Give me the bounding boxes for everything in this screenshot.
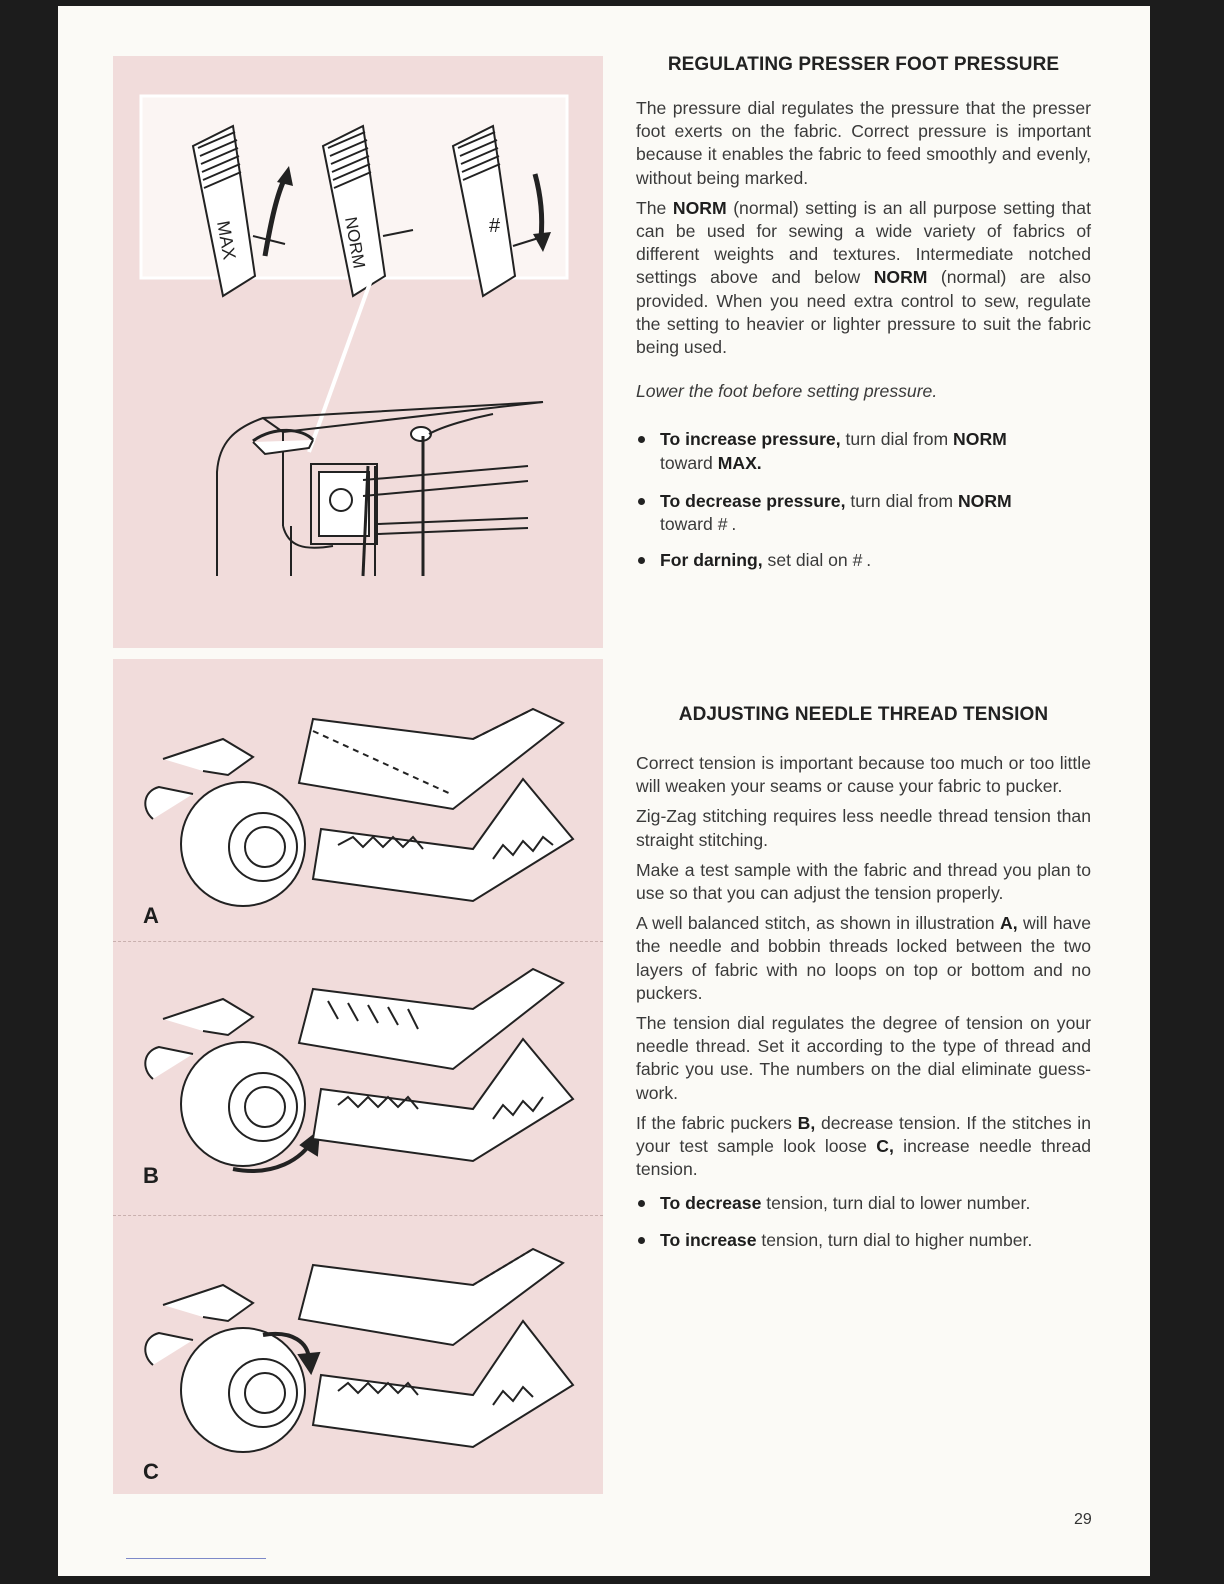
bullet-item: To increase pressure, turn dial from NORM toward MAX. — [636, 428, 1091, 474]
figure-label-b: B — [143, 1163, 159, 1188]
bullet-item: To decrease tension, turn dial to lower number. — [636, 1192, 1091, 1215]
section-heading: ADJUSTING NEEDLE THREAD TENSION — [678, 704, 1049, 725]
tension-illustration-b — [113, 959, 603, 1209]
dial-label-norm: NORM — [341, 215, 369, 270]
section-needle-tension — [636, 704, 1091, 1259]
tension-illustration-a — [113, 679, 603, 929]
darning-symbol-icon: # — [852, 550, 862, 571]
divider — [113, 1215, 603, 1216]
dial-label-max: MAX — [213, 219, 240, 262]
bullet-item: To increase tension, turn dial to higher number. — [636, 1229, 1091, 1252]
paragraph: If the fabric puckers B, decrease tension. If the stitches in your test sample look loose C, increase needle thread tension. — [636, 1112, 1092, 1180]
pressure-dial-illustration-panel — [113, 56, 603, 648]
figure-label-c: C — [143, 1459, 159, 1484]
paragraph: Correct tension is important because too much or too little will weaken your seams or cause your fabric to pucker. — [636, 753, 1091, 797]
machine-head-icon — [217, 402, 543, 576]
pressure-dial-illustration — [113, 56, 603, 648]
page-number: 29 — [1074, 1511, 1092, 1528]
footer-rule — [126, 1558, 266, 1559]
bullet-item: For darning, set dial on # . — [636, 549, 1091, 572]
paragraph: The NORM (normal) setting is an all purpose setting that can be used for sewing a wide variety of fabrics of different weights and textures. Intermediate notched settings above and below NORM (normal) are also provided. When you need extra control to sew, regulate the setting to heavier or lighter pressure to suit the fabric being used. — [636, 197, 1091, 358]
figure-label-a: A — [143, 903, 159, 928]
tension-illustration-panel — [113, 659, 603, 1494]
paragraph: Zig-Zag stitching requires less needle thread tension than straight stitching. — [636, 806, 1091, 850]
section-heading: REGULATING PRESSER FOOT PRESSURE — [667, 54, 1060, 75]
paragraph: Make a test sample with the fabric and thread you plan to use so that you can adjust the tension properly. — [636, 859, 1091, 904]
dial-label-darning: # — [489, 215, 501, 237]
paragraph: The pressure dial regulates the pressure that the presser foot exerts on the fabric. Correct pressure is important because it enables the fabric to feed smoothly and evenly, without being marked. — [636, 98, 1091, 188]
section-presser-foot — [636, 54, 1091, 579]
darning-symbol-icon: # — [717, 514, 727, 535]
bullet-item: To decrease pressure, turn dial from NORM toward # . — [636, 490, 1091, 536]
note: Lower the foot before setting pressure. — [636, 381, 938, 402]
tension-illustration-c — [113, 1235, 603, 1494]
divider — [113, 941, 603, 942]
paragraph: The tension dial regulates the degree of tension on your needle thread. Set it according to the type of thread and fabric you use. The numbers on the dial eliminate guess-work. — [636, 1013, 1091, 1103]
manual-page — [58, 6, 1150, 1576]
paragraph: A well balanced stitch, as shown in illustration A, will have the needle and bobbin threads locked between the two layers of fabric with no loops on top or bottom and no puckers. — [636, 913, 1091, 1003]
